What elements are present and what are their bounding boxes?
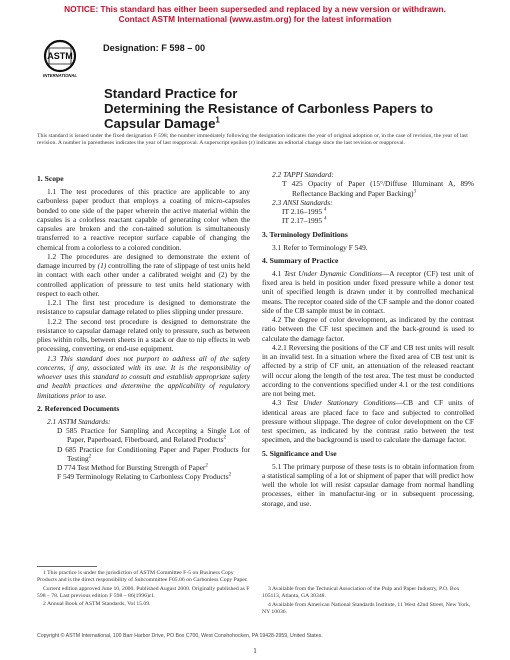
para-1-2-2: 1.2.2 The second test procedure is designed to demonstrate the resistance to capsular damage related only to pressure, such as between plies within rolls, between sheets in a stack or due to nip effects in web processing, converting, or end-use equipment. bbox=[37, 316, 250, 354]
scope-heading: 1. Scope bbox=[37, 174, 64, 183]
page-title bbox=[104, 86, 464, 132]
footnote-1b: Current edition approved June 10, 2000. Published August 2000. Originally published as F 598 – 78. Last previous edition F 598 – 86(1996)ε1. bbox=[37, 585, 250, 599]
para-4-3-a: 4.3 bbox=[272, 398, 287, 408]
title-line-3 bbox=[104, 116, 464, 131]
ref-f549-sup: 2 bbox=[228, 472, 232, 478]
astm-standards-label: 2.1 ASTM Standards: bbox=[47, 416, 111, 426]
notice-line-2: Contact ASTM International (www.astm.org) for the latest information bbox=[118, 14, 392, 24]
referenced-documents-heading: 2. Referenced Documents bbox=[37, 403, 120, 413]
para-1-2 bbox=[37, 252, 250, 298]
terminology-heading: 3. Terminology Definitions bbox=[262, 229, 348, 239]
title-line-3-text: Capsular Damage bbox=[104, 116, 216, 132]
title-footnote-mark: 1 bbox=[215, 116, 220, 126]
para-4-1-a: 4.1 bbox=[272, 268, 284, 278]
footnote-rule-left bbox=[37, 566, 97, 567]
ref-d685 bbox=[47, 445, 250, 464]
significance-heading: 5. Significance and Use bbox=[262, 448, 337, 458]
tappi-standard-label: 2.2 TAPPI Standard: bbox=[272, 170, 334, 179]
para-1-2-a: 1.2 The procedures are designed to demonstrate the extent of damage incurred by bbox=[37, 251, 250, 270]
para-1-2-b: (1) bbox=[97, 261, 107, 270]
astm-logo bbox=[40, 38, 80, 78]
para-1-2-1: 1.2.1 The first test procedure is designed to demonstrate the resistance to capsular damage related to plies slipping under pressure. bbox=[37, 298, 250, 317]
ref-it216-sup: 4 bbox=[323, 207, 327, 213]
ref-d774-sup: 2 bbox=[205, 463, 208, 469]
footnote-1: 1 This practice is under the jurisdiction of ASTM Committee F-5 on Business Copy Products and is the direct responsibility of Subcommittee F05.06 on Carbonless Copy Paper. bbox=[37, 570, 248, 583]
para-3-1: 3.1 Refer to Terminology F 549. bbox=[272, 242, 368, 252]
para-5-1: 5.1 The primary purpose of these tests is to obtain information from a statistical sampling of a lot or shipment of paper that will predict how well the whole lot will resist capsular damage from normal handling processes, either in manufactur-ing or in subsequent processing, storage, and use. bbox=[262, 461, 474, 508]
ref-it217-sup: 4 bbox=[323, 216, 327, 222]
title-line-2: Determining the Resistance of Carbonless Papers to bbox=[104, 101, 434, 117]
footnotes-left bbox=[37, 566, 250, 610]
ref-d685-sup: 2 bbox=[88, 454, 92, 460]
page-number: 1 bbox=[253, 647, 257, 655]
para-4-3-c: —CB and CF units of identical areas are placed face to face and subjected to controlled pressure without slippage. The degree of color development on the CF test specimen, as indicated by the contrast ratio between the test specimen, and the background is used to calculate the damage factor. bbox=[262, 398, 474, 445]
para-4-1 bbox=[262, 269, 474, 315]
ref-f549-text: F 549 Terminology Relating to Carbonless Copy Products bbox=[57, 472, 229, 482]
right-column bbox=[262, 170, 474, 508]
ref-d774-text: D 774 Test Method for Bursting Strength of Paper bbox=[57, 463, 206, 472]
para-4-1-c: —A receptor (CF) test unit of fixed area is held in position under fixed pressure while a donor test unit of specified length is drawn under it by controlled mechanical means. The receptor coated side of the CF sample and the donor coated side of the CB sample must be in contact. bbox=[262, 268, 474, 315]
logo-text: ASTM bbox=[47, 51, 73, 61]
ref-d685-text: D 685 Practice for Conditioning Paper and Paper Products for Testing bbox=[57, 444, 250, 463]
copyright: Copyright © ASTM International, 100 Barr Harbor Drive, PO Box C700, West Conshohocken, PA 19428-2959, United States. bbox=[37, 633, 323, 639]
para-4-1-b: Test Under Dynamic Conditions bbox=[283, 268, 382, 278]
ref-it216-text: IT 2.16–1995 bbox=[282, 207, 324, 216]
title-line-1: Standard Practice for bbox=[104, 86, 238, 101]
ref-d585 bbox=[47, 426, 250, 445]
designation: Designation: F 598 – 00 bbox=[103, 43, 206, 53]
supersede-notice bbox=[0, 4, 510, 24]
left-column bbox=[37, 170, 250, 482]
footnote-3: 3 Available from the Technical Association of the Pulp and Paper Industry, P.O. Box 105113, Atlanta, GA 30348. bbox=[262, 586, 460, 599]
para-4-2: 4.2 The degree of color development, as indicated by the contrast ratio between the CF test specimen and the back-ground is used to calculate the damage factor. bbox=[262, 315, 474, 343]
notice-line-1: NOTICE: This standard has either been superseded and replaced by a new version or withdrawn. bbox=[64, 4, 446, 14]
ref-it217-text: IT 2.17–1995 bbox=[282, 216, 324, 226]
footnote-2: 2 Annual Book of ASTM Standards, Vol 15.09. bbox=[43, 601, 151, 607]
para-4-2-1: 4.2.1 Reversing the positions of the CF and CB test units will result in an invalid test. In a situation where the fixed area of CB test unit is affected by a strip of CF unit, an attenuation of the released reactant will occur along the length of the test area. The test must be conducted according to the conventions specified under 4.1 or the test conditions are not being met. bbox=[262, 342, 474, 398]
footnotes-right bbox=[262, 586, 474, 617]
footnote-4: 4 Available from American National Standards Institute, 11 West 42nd Street, New York, NY 10036. bbox=[262, 601, 471, 615]
ref-d585-text: D 585 Practice for Sampling and Accepting a Single Lot of Paper, Paperboard, Fiberboard, and Related Products bbox=[57, 426, 250, 445]
para-1-3: 1.3 This standard does not purport to address all of the safety concerns, if any, associated with its use. It is the responsibility of whoever uses this standard to consult and establish appropriate safety and health practices and determine the applicability of regulatory limitations prior to use. bbox=[37, 353, 250, 400]
ref-f549 bbox=[47, 472, 250, 481]
standard-note: This standard is issued under the fixed designation F 598; the number immediately following the designation indicates the year of original adoption or, in the case of revision, the year of last revision. A number in parentheses indicates the year of last reapproval. A superscript epsilon (ε) indicates an editorial change since the last revision or reapproval. bbox=[37, 133, 468, 147]
para-1-2-c: controlling the rate of slippage of test units held in contact with each other under a calibrated weight and (2) by the controlled application of pressure to test units held stationary with respect to each other. bbox=[37, 261, 251, 298]
para-4-3 bbox=[262, 398, 474, 444]
ref-it217 bbox=[272, 216, 474, 225]
ref-t425-sup: 3 bbox=[413, 189, 416, 195]
logo-subtext: INTERNATIONAL bbox=[43, 73, 77, 78]
ref-d774 bbox=[47, 463, 250, 472]
ref-d585-sup: 2 bbox=[223, 435, 227, 441]
summary-heading: 4. Summary of Practice bbox=[262, 255, 339, 265]
para-1-1: 1.1 The test procedures of this practice are applicable to any carbonless paper product that employs a coating of micro-capsules bonded to one side of the paper wherein the active material within the capsules is a colorless reactant capable of generating color when the capsules are broken and the con-tained solution is simultaneously transferred to a reactive receptor surface capable of changing the chemical from a colorless to a colored condition. bbox=[37, 187, 250, 252]
ref-t425-text: T 425 Opacity of Paper (15°/Diffuse Illuminant A, 89% Reflectance Backing and Paper Backing) bbox=[282, 179, 474, 198]
ansi-standards-label: 2.3 ANSI Standards: bbox=[272, 197, 333, 207]
ref-t425 bbox=[272, 179, 474, 198]
ref-it216 bbox=[272, 207, 474, 216]
para-4-3-b: Test Under Stationary Conditions bbox=[286, 398, 396, 408]
